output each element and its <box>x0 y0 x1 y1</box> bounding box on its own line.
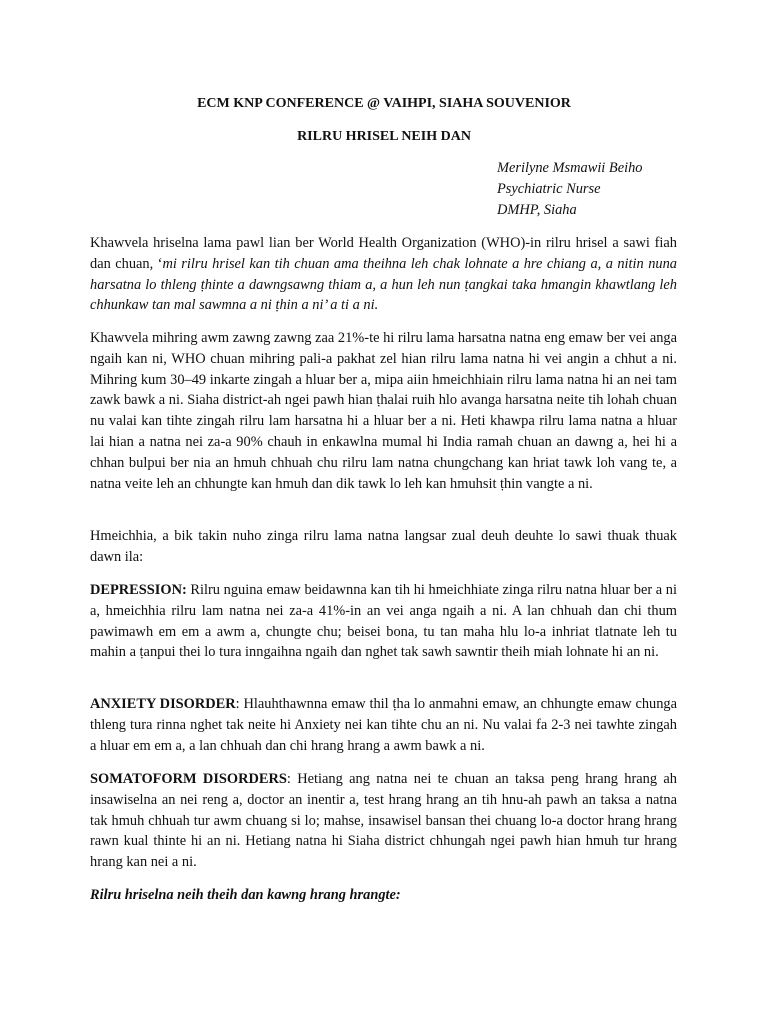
intro-paragraph <box>90 233 677 316</box>
somatoform-heading: SOMATOFORM DISORDERS <box>90 771 287 787</box>
women-intro-paragraph: Hmeichhia, a bik takin nuho zinga rilru lama natna langsar zual deuh deuhte lo sawi thuak thuak dawn ila: <box>90 528 677 565</box>
closing-heading: Rilru hriselna neih theih dan kawng hrang hrangte: <box>90 887 401 903</box>
anxiety-paragraph <box>90 694 677 756</box>
document-title: ECM KNP CONFERENCE @ VAIHPI, SIAHA SOUVENIOR <box>197 96 571 111</box>
depression-paragraph <box>90 580 677 663</box>
document-subtitle: RILRU HRISEL NEIH DAN <box>297 129 471 144</box>
somatoform-text: : Hetiang ang natna nei te chuan an taksa peng hrang hrang ah insawiselna an nei reng a, doctor an inentir a, test hrang hrang an tih hnu-ah pawh an taksa a natna tak hmuh chhuah tur awm chuang si lo; mahse, insawisel bansan thei chuang lo-a doctor hrang hrang rawn kual thinte hi an ni. Hetiang natna hi Siaha district chhungah ngei pawh hian hmuh tur hrang hrang kan nei a ni. <box>90 771 677 871</box>
somatoform-paragraph <box>90 769 677 873</box>
author-block <box>497 158 642 222</box>
anxiety-text: : Hlauhthawnna emaw thil ṭha lo anmahni emaw, an chhungte emaw chunga thleng tura rinna nghet tak neite hi Anxiety nei kan tihte chu an ni. Nu valai fa 2-3 nei tawhte zingah a hluar em em a, a lan chhuah dan chi hrang hrang a awm bawk a ni. <box>90 696 678 754</box>
depression-heading: DEPRESSION: <box>90 582 187 598</box>
prevalence-paragraph: Khawvela mihring awm zawng zawng zaa 21%-te hi rilru lama harsatna natna eng emaw ber vei anga ngaih kan ni, WHO chuan mihring pali-a pakhat zel hian rilru lama natna hi vei angin a chhut a ni. Mihring kum 30–49 inkarte zingah a hluar ber a, mipa aiin hmeichhiain rilru lama natna hi an nei tam zawk bawk a ni. Siaha district-ah ngei pawh hian ṭhalai ruih hlo avanga harsatna neite tih lohah chuan nu valai kan tihte zingah rilru lam harsatna hi a hluar ber a ni. Heti khawpa rilru lama natna a hluar lai hian a natna nei za-a 90% chauh in enkawlna mumal hi India ramah chuan an dawng a, hei hi a chhan bulpui ber nia an hmuh chhuah chu rilru lam natna chungchang kan hriat tawk loh vang te, a natna veite leh an chhungte kan hmuh dan dik tawk lo leh kan hmuhsit ṭhin vangte a ni. <box>90 330 677 492</box>
intro-text: Khawvela hriselna lama pawl lian ber World Health Organization (WHO)-in rilru hrisel a sawi fiah dan chuan, ‘ <box>90 235 677 272</box>
author-name: Merilyne Msmawii Beiho <box>497 160 643 176</box>
depression-text: Rilru nguina emaw beidawnna kan tih hi hmeichhiate zinga rilru natna hluar ber a ni a, hmeichhia rilru lam natna nei za-a 41%-in an vei anga ngaih a ni. A lan chhuah dan chi thum pawimawh em em a awm a, chungte chu; beisei bona, tu tan maha hlu lo-a inhriat tlatnate leh tu mahin a ṭanpui thei lo tura inngaihna ngaih dan nghet tak sawh sawntir theih miah lohnate hi an ni. <box>90 582 677 661</box>
author-organization: DMHP, Siaha <box>497 202 577 219</box>
author-role: Psychiatric Nurse <box>497 181 601 198</box>
intro-quote: mi rilru hrisel kan tih chuan ama theihna leh chak lohnate a hre chiang a, a nitin nuna harsatna lo thleng ṭhinte a dawngsawng thiam a, a hun leh nun ṭangkai taka hmangin khawtlang leh chhunkaw tan mal sawmna a ni ṭhin a ni’ a ti a ni. <box>90 255 677 314</box>
anxiety-heading: ANXIETY DISORDER <box>90 696 236 712</box>
